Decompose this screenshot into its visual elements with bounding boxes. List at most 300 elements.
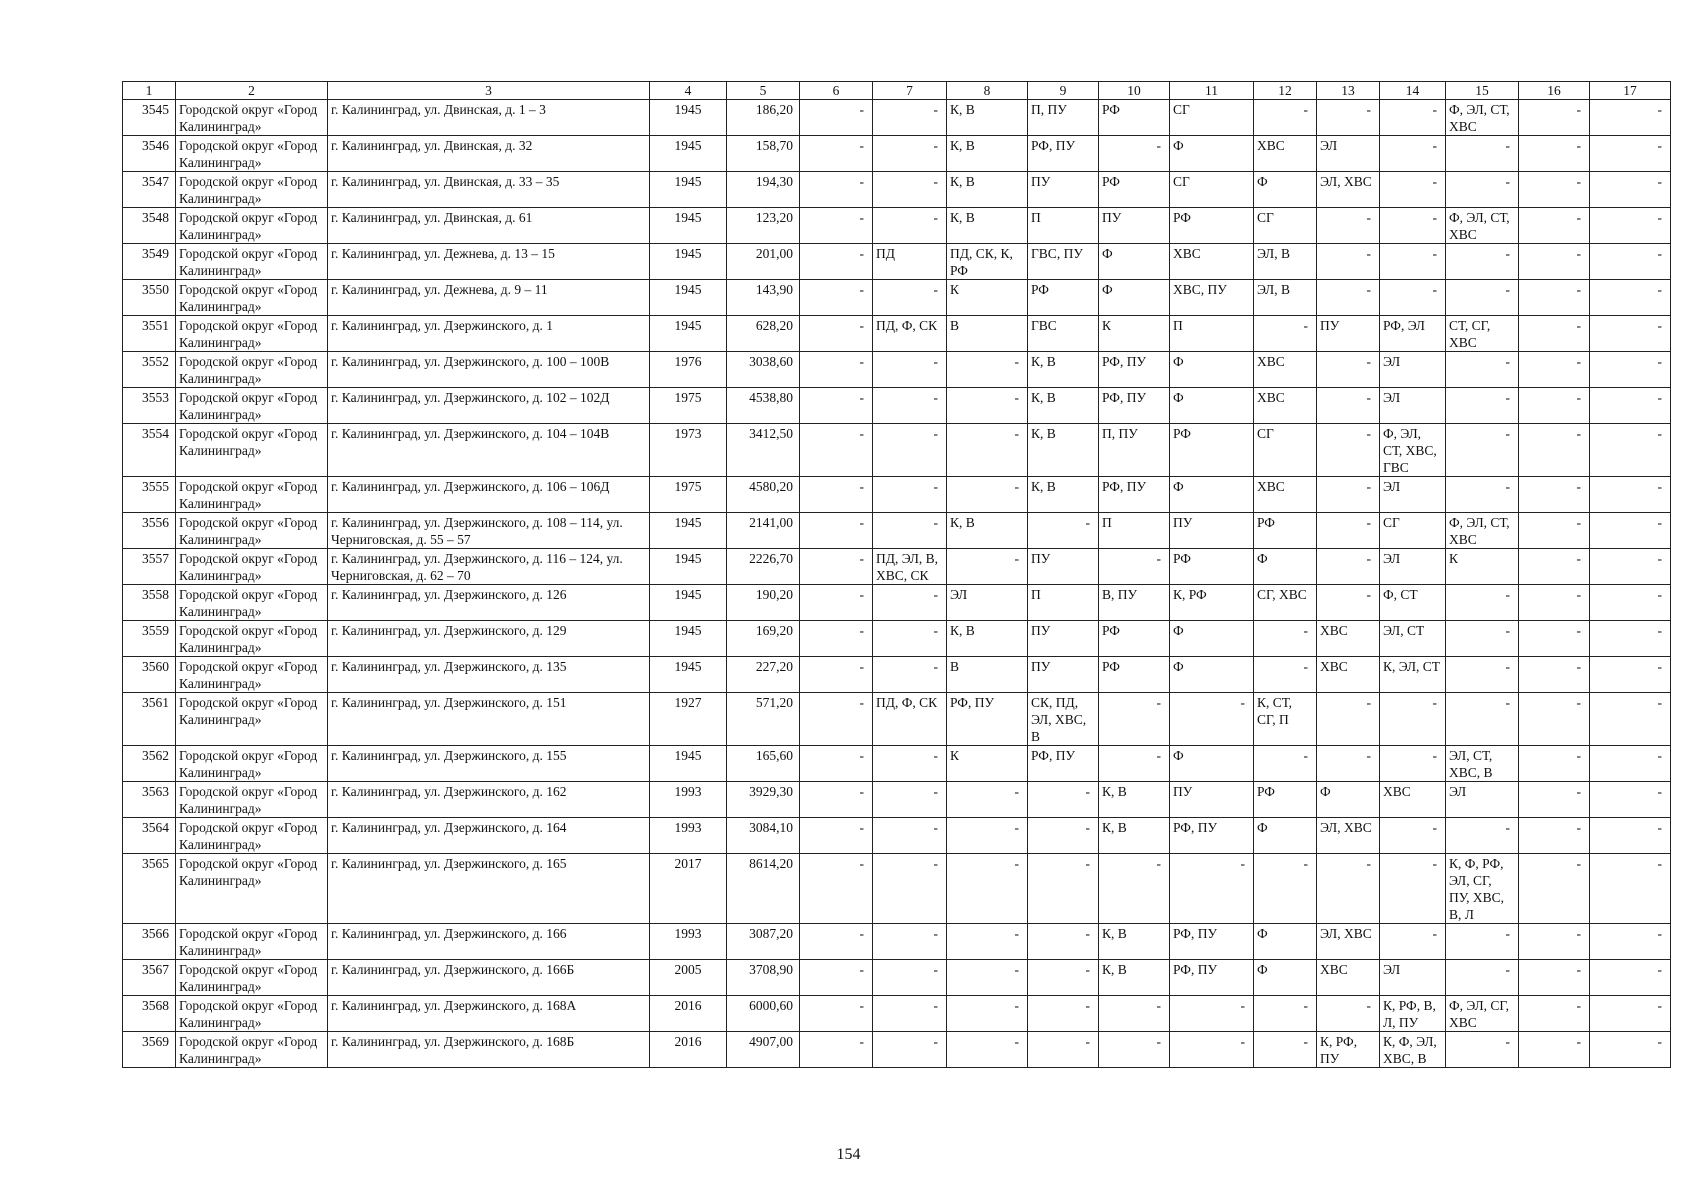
col8-cell: ПД, СК, К, РФ [947,244,1028,280]
year-cell: 1945 [650,549,727,585]
record-number-cell: 3559 [123,621,176,657]
area-cell: 3087,20 [727,924,800,960]
col6-cell: - [800,280,873,316]
area-cell: 4538,80 [727,388,800,424]
col9-cell: РФ, ПУ [1028,746,1099,782]
year-cell: 2005 [650,960,727,996]
record-number-cell: 3569 [123,1032,176,1068]
col15-cell: - [1446,388,1519,424]
col11-cell: Ф [1170,136,1254,172]
col12-cell: ХВС [1254,352,1317,388]
column-number-header: 3 [328,82,650,100]
col11-cell: Ф [1170,477,1254,513]
col9-cell: П [1028,585,1099,621]
col13-cell: - [1317,996,1380,1032]
address-cell: г. Калининград, ул. Дзержинского, д. 129 [328,621,650,657]
col7-cell: - [873,513,947,549]
address-cell: г. Калининград, ул. Дзержинского, д. 168Б [328,1032,650,1068]
col9-cell: - [1028,1032,1099,1068]
col9-cell: П [1028,208,1099,244]
col8-cell: - [947,924,1028,960]
col9-cell: ПУ [1028,657,1099,693]
municipality-cell: Городской округ «Город Калининград» [176,693,328,746]
col11-cell: ПУ [1170,782,1254,818]
municipality-cell: Городской округ «Город Калининград» [176,316,328,352]
municipality-cell: Городской округ «Город Калининград» [176,657,328,693]
col13-cell: Ф [1317,782,1380,818]
address-cell: г. Калининград, ул. Дзержинского, д. 162 [328,782,650,818]
table-row [123,352,1671,388]
municipality-cell: Городской округ «Город Калининград» [176,513,328,549]
column-number-header: 12 [1254,82,1317,100]
col14-cell: - [1380,818,1446,854]
column-number-header: 15 [1446,82,1519,100]
col9-cell: К, В [1028,352,1099,388]
col14-cell: ЭЛ [1380,960,1446,996]
col10-cell: РФ, ПУ [1099,477,1170,513]
col12-cell: Ф [1254,549,1317,585]
col16-cell: - [1519,244,1590,280]
column-number-header: 6 [800,82,873,100]
area-cell: 123,20 [727,208,800,244]
column-number-header: 16 [1519,82,1590,100]
col8-cell: К, В [947,172,1028,208]
municipality-cell: Городской округ «Город Калининград» [176,244,328,280]
col9-cell: РФ [1028,280,1099,316]
col10-cell: Ф [1099,280,1170,316]
col14-cell: - [1380,136,1446,172]
address-cell: г. Калининград, ул. Дзержинского, д. 166 [328,924,650,960]
col13-cell: ЭЛ, ХВС [1317,818,1380,854]
address-cell: г. Калининград, ул. Двинская, д. 33 – 35 [328,172,650,208]
col15-cell: К [1446,549,1519,585]
col11-cell: СГ [1170,172,1254,208]
col15-cell: - [1446,924,1519,960]
col11-cell: Ф [1170,746,1254,782]
col9-cell: - [1028,854,1099,924]
col17-cell: - [1590,208,1671,244]
year-cell: 1975 [650,388,727,424]
col15-cell: - [1446,585,1519,621]
col12-cell: СГ, ХВС [1254,585,1317,621]
record-number-cell: 3560 [123,657,176,693]
col12-cell: Ф [1254,924,1317,960]
col13-cell: ПУ [1317,316,1380,352]
col17-cell: - [1590,280,1671,316]
col14-cell: ЭЛ [1380,477,1446,513]
col12-cell: - [1254,1032,1317,1068]
col13-cell: К, РФ, ПУ [1317,1032,1380,1068]
register-table [122,81,1671,1068]
table-row [123,280,1671,316]
col8-cell: К, В [947,100,1028,136]
col13-cell: ХВС [1317,621,1380,657]
col10-cell: П, ПУ [1099,424,1170,477]
col6-cell: - [800,100,873,136]
table-row [123,818,1671,854]
col10-cell: К, В [1099,818,1170,854]
col6-cell: - [800,746,873,782]
col14-cell: - [1380,280,1446,316]
col14-cell: - [1380,244,1446,280]
year-cell: 1945 [650,244,727,280]
area-cell: 201,00 [727,244,800,280]
col15-cell: Ф, ЭЛ, СТ, ХВС [1446,208,1519,244]
year-cell: 1945 [650,513,727,549]
table-row [123,208,1671,244]
col10-cell: - [1099,136,1170,172]
col7-cell: - [873,1032,947,1068]
col11-cell: П [1170,316,1254,352]
col14-cell: К, ЭЛ, СТ [1380,657,1446,693]
record-number-cell: 3564 [123,818,176,854]
table-row [123,960,1671,996]
col11-cell: РФ, ПУ [1170,960,1254,996]
col10-cell: РФ [1099,172,1170,208]
col9-cell: - [1028,782,1099,818]
col15-cell: - [1446,280,1519,316]
col17-cell: - [1590,746,1671,782]
area-cell: 190,20 [727,585,800,621]
col9-cell: ПУ [1028,172,1099,208]
col7-cell: - [873,208,947,244]
col12-cell: ХВС [1254,477,1317,513]
col7-cell: - [873,388,947,424]
col12-cell: Ф [1254,960,1317,996]
col13-cell: - [1317,280,1380,316]
table-row [123,585,1671,621]
col8-cell: В [947,657,1028,693]
col17-cell: - [1590,657,1671,693]
col7-cell: - [873,818,947,854]
col11-cell: РФ, ПУ [1170,924,1254,960]
col8-cell: К, В [947,513,1028,549]
col7-cell: - [873,960,947,996]
col10-cell: РФ [1099,621,1170,657]
col17-cell: - [1590,693,1671,746]
table-row [123,1032,1671,1068]
col8-cell: - [947,549,1028,585]
col8-cell: - [947,352,1028,388]
col11-cell: Ф [1170,657,1254,693]
col12-cell: РФ [1254,782,1317,818]
col6-cell: - [800,549,873,585]
municipality-cell: Городской округ «Город Калининград» [176,621,328,657]
col16-cell: - [1519,657,1590,693]
col11-cell: - [1170,854,1254,924]
record-number-cell: 3556 [123,513,176,549]
col15-cell: СТ, СГ, ХВС [1446,316,1519,352]
table-row [123,621,1671,657]
col14-cell: ЭЛ [1380,549,1446,585]
col14-cell: - [1380,854,1446,924]
col6-cell: - [800,513,873,549]
col14-cell: ХВС [1380,782,1446,818]
col7-cell: - [873,136,947,172]
col13-cell: - [1317,513,1380,549]
table-row [123,477,1671,513]
column-number-header: 7 [873,82,947,100]
col17-cell: - [1590,477,1671,513]
col6-cell: - [800,1032,873,1068]
col12-cell: СГ [1254,208,1317,244]
address-cell: г. Калининград, ул. Дзержинского, д. 151 [328,693,650,746]
area-cell: 3084,10 [727,818,800,854]
year-cell: 1927 [650,693,727,746]
col9-cell: П, ПУ [1028,100,1099,136]
col16-cell: - [1519,424,1590,477]
col16-cell: - [1519,208,1590,244]
col7-cell: - [873,996,947,1032]
col12-cell: - [1254,316,1317,352]
area-cell: 169,20 [727,621,800,657]
col12-cell: Ф [1254,172,1317,208]
year-cell: 1975 [650,477,727,513]
record-number-cell: 3553 [123,388,176,424]
year-cell: 1973 [650,424,727,477]
col8-cell: - [947,477,1028,513]
year-cell: 2016 [650,1032,727,1068]
col14-cell: - [1380,746,1446,782]
col17-cell: - [1590,585,1671,621]
col14-cell: Ф, СТ [1380,585,1446,621]
col15-cell: - [1446,621,1519,657]
col8-cell: РФ, ПУ [947,693,1028,746]
col11-cell: РФ, ПУ [1170,818,1254,854]
col8-cell: - [947,388,1028,424]
address-cell: г. Калининград, ул. Дзержинского, д. 166Б [328,960,650,996]
col15-cell: - [1446,352,1519,388]
record-number-cell: 3567 [123,960,176,996]
col17-cell: - [1590,782,1671,818]
municipality-cell: Городской округ «Город Калининград» [176,280,328,316]
year-cell: 1993 [650,782,727,818]
col11-cell: ХВС [1170,244,1254,280]
col11-cell: РФ [1170,424,1254,477]
col15-cell: - [1446,136,1519,172]
col16-cell: - [1519,352,1590,388]
record-number-cell: 3568 [123,996,176,1032]
col6-cell: - [800,316,873,352]
col10-cell: К, В [1099,960,1170,996]
table-row [123,746,1671,782]
col9-cell: - [1028,996,1099,1032]
area-cell: 158,70 [727,136,800,172]
col7-cell: ПД, Ф, СК [873,316,947,352]
column-number-header: 9 [1028,82,1099,100]
col11-cell: СГ [1170,100,1254,136]
col8-cell: - [947,1032,1028,1068]
col7-cell: - [873,746,947,782]
col17-cell: - [1590,136,1671,172]
col10-cell: В, ПУ [1099,585,1170,621]
column-number-header: 5 [727,82,800,100]
col7-cell: ПД, ЭЛ, В, ХВС, СК [873,549,947,585]
col12-cell: Ф [1254,818,1317,854]
col14-cell: РФ, ЭЛ [1380,316,1446,352]
col6-cell: - [800,996,873,1032]
column-number-row [123,82,1671,100]
col13-cell: - [1317,854,1380,924]
col11-cell: РФ [1170,549,1254,585]
col14-cell: ЭЛ, СТ [1380,621,1446,657]
address-cell: г. Калининград, ул. Дзержинского, д. 104 – 104В [328,424,650,477]
address-cell: г. Калининград, ул. Двинская, д. 1 – 3 [328,100,650,136]
municipality-cell: Городской округ «Город Калининград» [176,100,328,136]
area-cell: 3412,50 [727,424,800,477]
col16-cell: - [1519,996,1590,1032]
col9-cell: ГВС, ПУ [1028,244,1099,280]
col9-cell: - [1028,924,1099,960]
col17-cell: - [1590,172,1671,208]
col16-cell: - [1519,854,1590,924]
year-cell: 2017 [650,854,727,924]
municipality-cell: Городской округ «Город Калининград» [176,818,328,854]
table-row [123,782,1671,818]
col7-cell: - [873,424,947,477]
col8-cell: - [947,782,1028,818]
col16-cell: - [1519,621,1590,657]
col10-cell: К [1099,316,1170,352]
col16-cell: - [1519,924,1590,960]
col12-cell: ЭЛ, В [1254,244,1317,280]
table-row [123,854,1671,924]
col14-cell: - [1380,693,1446,746]
municipality-cell: Городской округ «Город Калининград» [176,208,328,244]
col17-cell: - [1590,549,1671,585]
col6-cell: - [800,424,873,477]
col16-cell: - [1519,782,1590,818]
col14-cell: ЭЛ [1380,388,1446,424]
table-row [123,388,1671,424]
col13-cell: - [1317,388,1380,424]
col13-cell: - [1317,549,1380,585]
year-cell: 1945 [650,621,727,657]
col16-cell: - [1519,513,1590,549]
record-number-cell: 3555 [123,477,176,513]
col10-cell: - [1099,549,1170,585]
col6-cell: - [800,657,873,693]
record-number-cell: 3558 [123,585,176,621]
address-cell: г. Калининград, ул. Дзержинского, д. 100 – 100В [328,352,650,388]
column-number-header: 1 [123,82,176,100]
col13-cell: - [1317,244,1380,280]
area-cell: 2141,00 [727,513,800,549]
col13-cell: - [1317,585,1380,621]
col10-cell: - [1099,746,1170,782]
col6-cell: - [800,960,873,996]
record-number-cell: 3547 [123,172,176,208]
column-number-header: 10 [1099,82,1170,100]
year-cell: 2016 [650,996,727,1032]
col15-cell: ЭЛ [1446,782,1519,818]
municipality-cell: Городской округ «Город Калининград» [176,424,328,477]
record-number-cell: 3557 [123,549,176,585]
col13-cell: - [1317,693,1380,746]
col11-cell: Ф [1170,352,1254,388]
col17-cell: - [1590,818,1671,854]
col8-cell: ЭЛ [947,585,1028,621]
area-cell: 3929,30 [727,782,800,818]
col9-cell: К, В [1028,424,1099,477]
record-number-cell: 3565 [123,854,176,924]
col10-cell: П [1099,513,1170,549]
area-cell: 165,60 [727,746,800,782]
col9-cell: ПУ [1028,621,1099,657]
address-cell: г. Калининград, ул. Дзержинского, д. 116 – 124, ул. Черниговская, д. 62 – 70 [328,549,650,585]
col16-cell: - [1519,960,1590,996]
col12-cell: СГ [1254,424,1317,477]
table-row [123,316,1671,352]
col8-cell: - [947,854,1028,924]
col17-cell: - [1590,854,1671,924]
col17-cell: - [1590,513,1671,549]
record-number-cell: 3546 [123,136,176,172]
col11-cell: К, РФ [1170,585,1254,621]
year-cell: 1945 [650,208,727,244]
col6-cell: - [800,477,873,513]
col6-cell: - [800,208,873,244]
col16-cell: - [1519,477,1590,513]
col9-cell: - [1028,818,1099,854]
area-cell: 2226,70 [727,549,800,585]
col11-cell: РФ [1170,208,1254,244]
col17-cell: - [1590,388,1671,424]
col16-cell: - [1519,549,1590,585]
col9-cell: СК, ПД, ЭЛ, ХВС, В [1028,693,1099,746]
table-row [123,549,1671,585]
municipality-cell: Городской округ «Город Калининград» [176,854,328,924]
column-number-header: 11 [1170,82,1254,100]
year-cell: 1993 [650,924,727,960]
address-cell: г. Калининград, ул. Дзержинского, д. 165 [328,854,650,924]
municipality-cell: Городской округ «Город Калининград» [176,1032,328,1068]
address-cell: г. Калининград, ул. Дзержинского, д. 135 [328,657,650,693]
col11-cell: ХВС, ПУ [1170,280,1254,316]
col13-cell: - [1317,208,1380,244]
col7-cell: - [873,782,947,818]
col6-cell: - [800,693,873,746]
col12-cell: - [1254,657,1317,693]
column-number-header: 17 [1590,82,1671,100]
municipality-cell: Городской округ «Город Калининград» [176,388,328,424]
table-row [123,657,1671,693]
col14-cell: СГ [1380,513,1446,549]
col15-cell: - [1446,960,1519,996]
area-cell: 186,20 [727,100,800,136]
col6-cell: - [800,818,873,854]
year-cell: 1945 [650,136,727,172]
col13-cell: - [1317,100,1380,136]
col10-cell: Ф [1099,244,1170,280]
year-cell: 1945 [650,100,727,136]
col7-cell: - [873,621,947,657]
col16-cell: - [1519,280,1590,316]
col9-cell: ПУ [1028,549,1099,585]
record-number-cell: 3550 [123,280,176,316]
record-number-cell: 3551 [123,316,176,352]
table-row [123,513,1671,549]
municipality-cell: Городской округ «Город Калининград» [176,136,328,172]
col14-cell: - [1380,100,1446,136]
col7-cell: - [873,100,947,136]
record-number-cell: 3552 [123,352,176,388]
municipality-cell: Городской округ «Город Калининград» [176,352,328,388]
col7-cell: - [873,585,947,621]
col7-cell: - [873,854,947,924]
municipality-cell: Городской округ «Город Калининград» [176,549,328,585]
col7-cell: - [873,172,947,208]
